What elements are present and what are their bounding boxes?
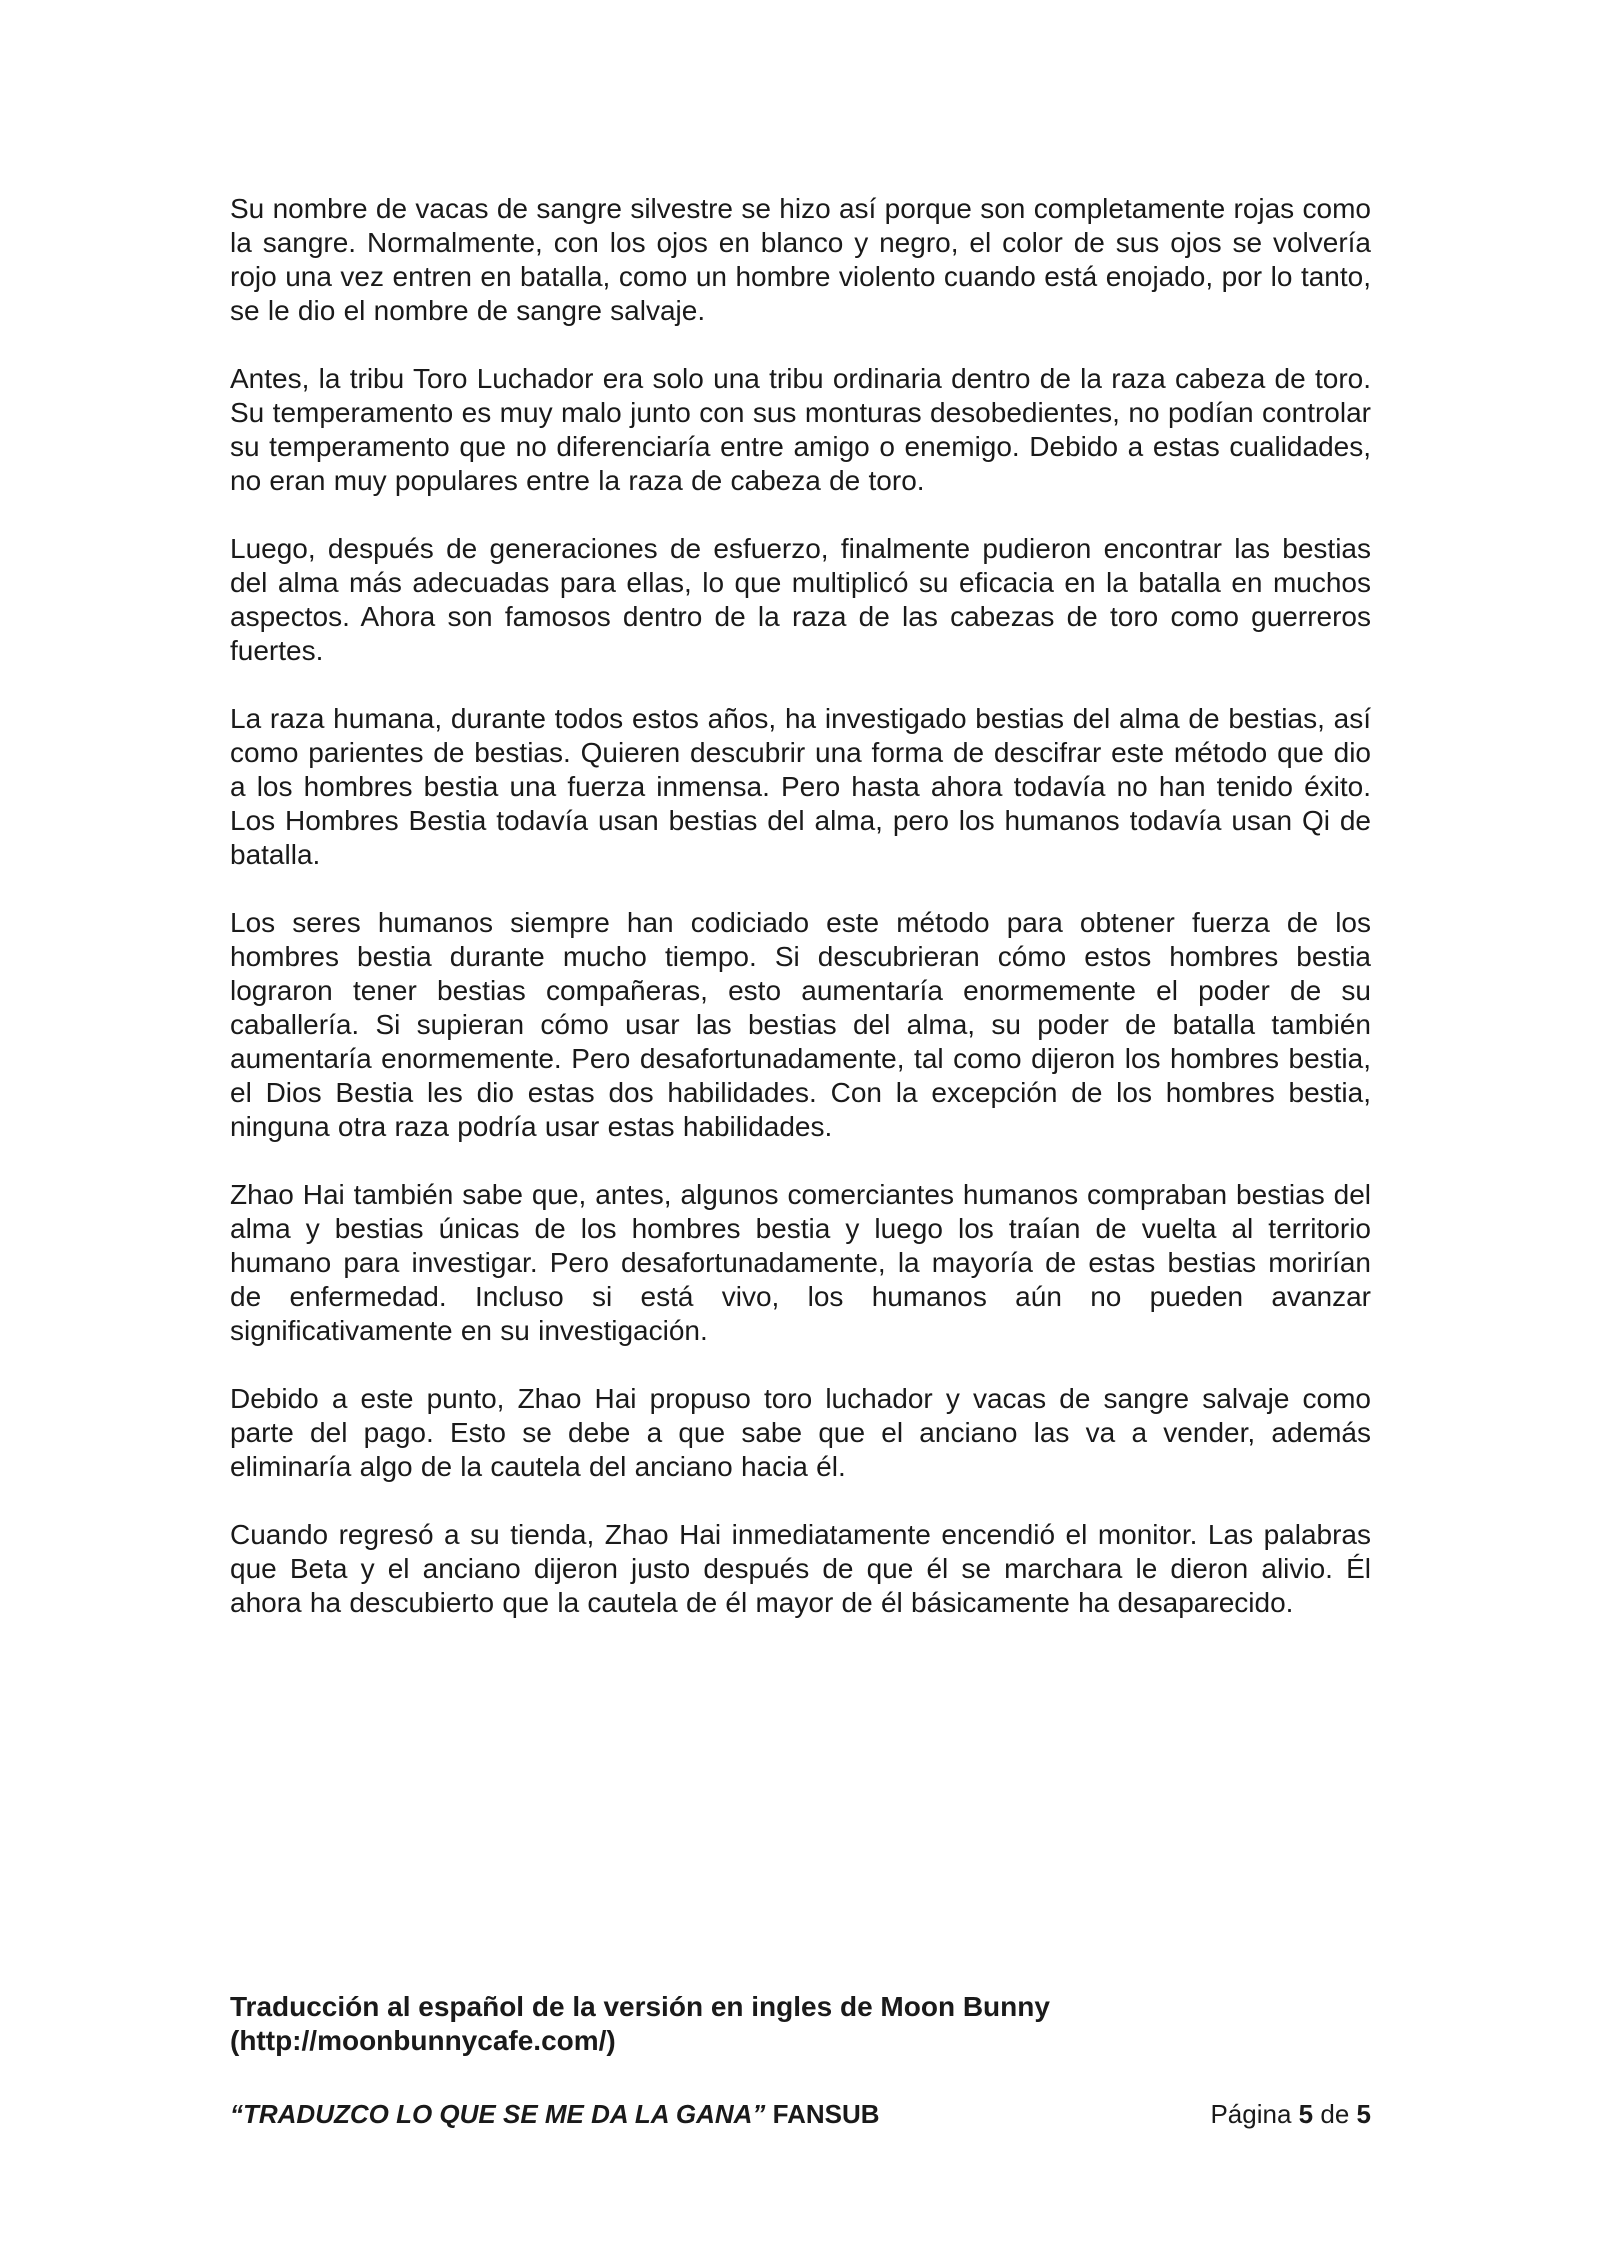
page-current: 5 xyxy=(1298,2099,1314,2129)
page-number xyxy=(1210,2097,1371,2131)
page-of: de xyxy=(1320,2099,1350,2129)
paragraph-6: Zhao Hai también sabe que, antes, algunos comerciantes humanos compraban bestias del alma y bestias únicas de los hombres bestia y luego los traían de vuelta al territorio humano para investigar. Pero desafortunadamente, la mayoría de estas bestias morirían de enfermedad. Incluso si está vivo, los humanos aún no pueden avanzar significativamente en su investigación. xyxy=(230,1179,1371,1346)
page-total: 5 xyxy=(1356,2099,1371,2129)
page-word: Página xyxy=(1210,2099,1292,2129)
paragraph-4: La raza humana, durante todos estos años, ha investigado bestias del alma de bestias, así como parientes de bestias. Quieren descubrir una forma de descifrar este método que dio a los hombres bestia una fuerza inmensa. Pero hasta ahora todavía no han tenido éxito. Los Hombres Bestia todavía usan bestias del alma, pero los humanos todavía usan Qi de batalla. xyxy=(230,703,1371,870)
page-footer xyxy=(230,2097,1371,2131)
fansub-suffix: FANSUB xyxy=(772,2099,880,2129)
credit-url: (http://moonbunnycafe.com/) xyxy=(230,2025,616,2056)
credit-line: Traducción al español de la versión en ingles de Moon Bunny xyxy=(230,1991,1050,2022)
paragraph-8: Cuando regresó a su tienda, Zhao Hai inmediatamente encendió el monitor. Las palabras que Beta y el anciano dijeron justo después de que él se marchara le dieron alivio. Él ahora ha descubierto que la cautela de él mayor de él básicamente ha desaparecido. xyxy=(230,1519,1371,1618)
fansub-label xyxy=(230,2097,880,2131)
fansub-quote: “TRADUZCO LO QUE SE ME DA LA GANA” xyxy=(230,2099,766,2129)
paragraph-2: Antes, la tribu Toro Luchador era solo una tribu ordinaria dentro de la raza cabeza de toro. Su temperamento es muy malo junto con sus monturas desobedientes, no podían controlar su temperamento que no diferenciaría entre amigo o enemigo. Debido a estas cualidades, no eran muy populares entre la raza de cabeza de toro. xyxy=(230,363,1371,496)
paragraph-1: Su nombre de vacas de sangre silvestre se hizo así porque son completamente rojas como la sangre. Normalmente, con los ojos en blanco y negro, el color de sus ojos se volvería rojo una vez entren en batalla, como un hombre violento cuando está enojado, por lo tanto, se le dio el nombre de sangre salvaje. xyxy=(230,193,1371,326)
paragraph-7: Debido a este punto, Zhao Hai propuso toro luchador y vacas de sangre salvaje como parte del pago. Esto se debe a que sabe que el anciano las va a vender, además eliminaría algo de la cautela del anciano hacia él. xyxy=(230,1383,1371,1482)
paragraph-5: Los seres humanos siempre han codiciado este método para obtener fuerza de los hombres bestia durante mucho tiempo. Si descubrieran cómo estos hombres bestia lograron tener bestias compañeras, esto aumentaría enormemente el poder de su caballería. Si supieran cómo usar las bestias del alma, su poder de batalla también aumentaría enormemente. Pero desafortunadamente, tal como dijeron los hombres bestia, el Dios Bestia les dio estas dos habilidades. Con la excepción de los hombres bestia, ninguna otra raza podría usar estas habilidades. xyxy=(230,907,1371,1142)
document-body xyxy=(230,192,1371,1654)
paragraph-3: Luego, después de generaciones de esfuerzo, finalmente pudieron encontrar las bestias del alma más adecuadas para ellas, lo que multiplicó su eficacia en la batalla en muchos aspectos. Ahora son famosos dentro de la raza de las cabezas de toro como guerreros fuertes. xyxy=(230,533,1371,666)
translation-credit xyxy=(230,1990,1371,2058)
